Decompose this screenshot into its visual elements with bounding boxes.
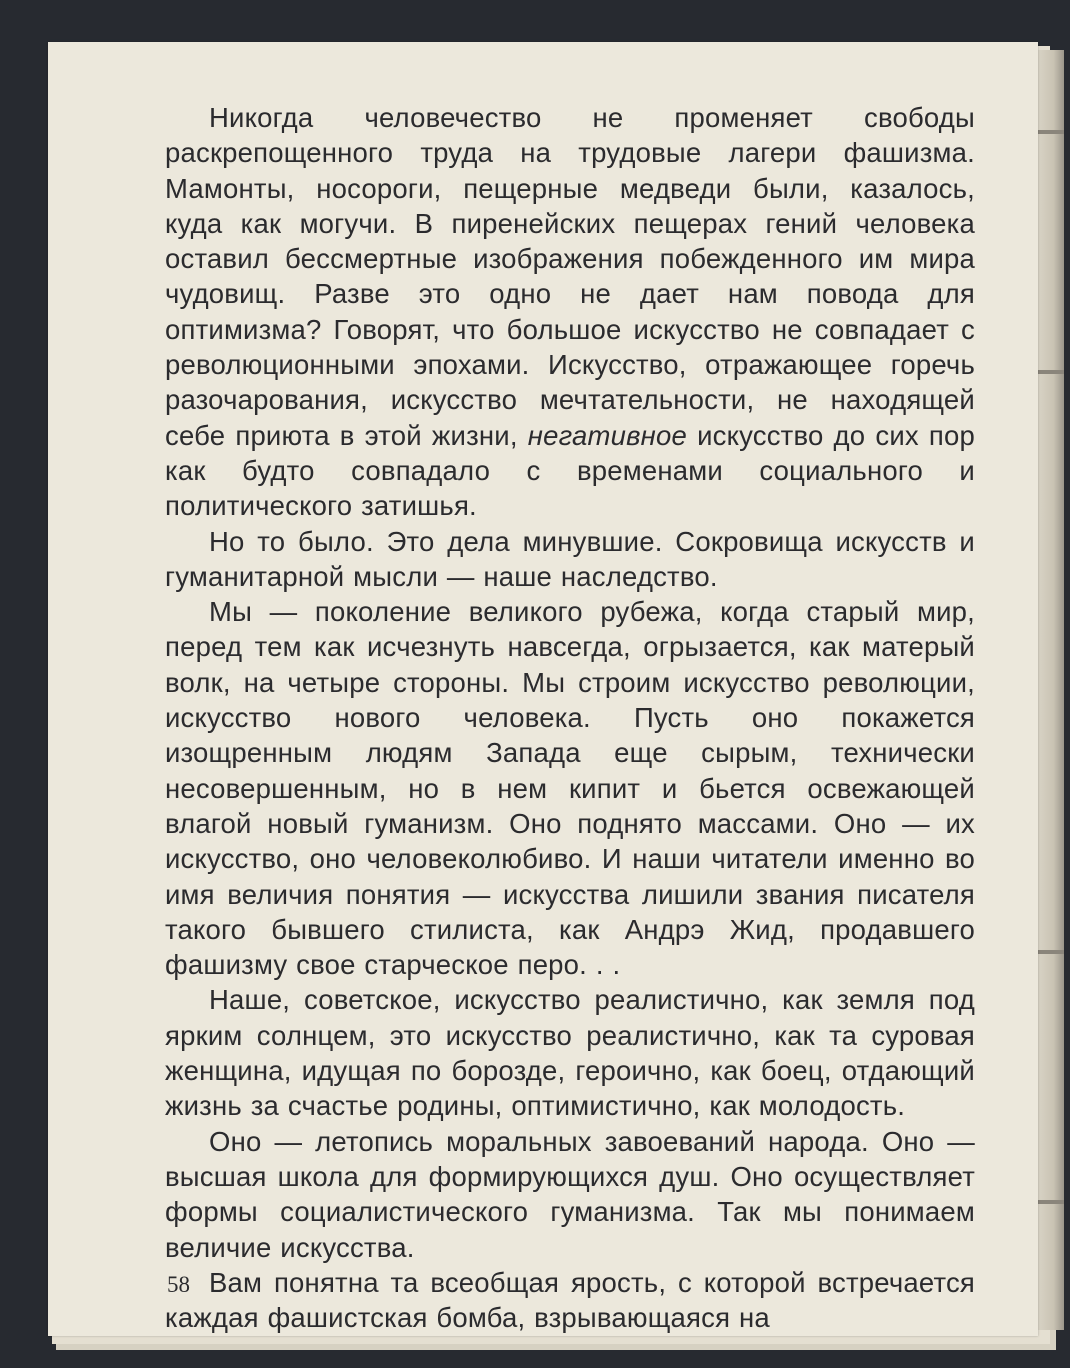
paragraph-text: Никогда человечество не променяет свободы раскрепощенного труда на трудовые лагери фашизма. Мамонты, носороги, пещерные медведи были, казалось, куда как могучи. В пиренейских пещерах гений человека оставил бессмертные изображения побежденного им мира чудовищ. Разве это одно не дает нам повода для оптимизма? Говорят, что большое искусство не совпадает с революционными эпохами. Искусство, отражающее горечь разочарования, искусство мечтательности, не находящей себе приюта в этой жизни, [165,102,975,451]
emphasis-text: негативное [527,419,688,451]
page-text [165,100,975,1335]
binding-thread [1038,370,1064,374]
facing-page-edge [1038,50,1064,1330]
binding-thread [1038,130,1064,134]
paragraph: Оно — летопись моральных завоеваний народа. Оно — высшая школа для формирующихся душ. Оно осуществляет формы социалистического гуманизма. Так мы понимаем величие искусства. [165,1125,975,1263]
paragraph: Вам понятна та всеобщая ярость, с которой встречается каждая фашистская бомба, взрывающаяся на [165,1266,975,1334]
binding-thread [1038,1200,1064,1204]
paragraph [165,100,975,524]
paragraph: Наше, советское, искусство реалистично, как земля под ярким солнцем, это искусство реалистично, как та суровая женщина, идущая по борозде, героично, как боец, отдающий жизнь за счастье родины, оптимистично, как молодость. [165,984,975,1122]
paragraph-text: искусство до сих пор как будто совпадало с временами социального и политического затишья. [165,419,975,522]
page-number: 58 [167,1272,190,1297]
paragraph: Мы — поколение великого рубежа, когда старый мир, перед тем как исчезнуть навсегда, огрызается, как матерый волк, на четыре стороны. Мы строим искусство революции, искусство нового человека. Пусть оно покажется изощренным людям Запада еще сырым, технически несовершенным, но в нем кипит и бьется освежающей влагой новый гуманизм. Оно поднято массами. Оно — их искусство, оно человеколюбиво. И наши читатели именно во имя величия понятия — искусства лишили звания писателя такого бывшего стилиста, как Андрэ Жид, продавшего фашизму свое старческое перо. . . [165,596,975,981]
paragraph: Но то было. Это дела минувшие. Сокровища искусств и гуманитарной мысли — наше наследство. [165,525,975,592]
binding-thread [1038,950,1064,954]
